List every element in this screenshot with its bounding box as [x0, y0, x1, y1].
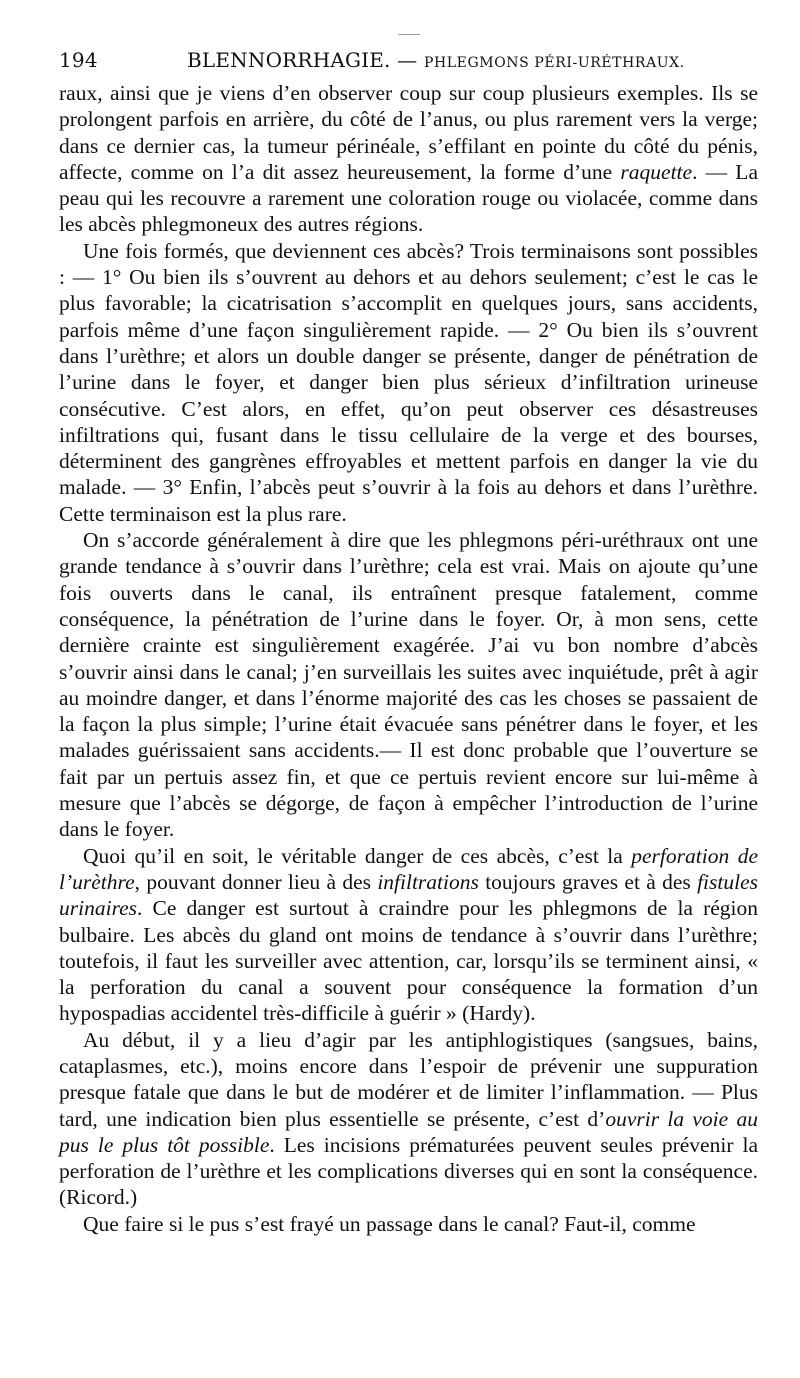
text-run: . — La peau qui les recouvre a rarement une coloration rouge ou violacée, comme dans les abcès phlegmoneux des autres régions. — [59, 159, 758, 237]
paragraph — [59, 238, 758, 527]
text-run: . Ce danger est surtout à craindre pour les phlegmons de la région bulbaire. Les abcès du gland ont moins de tendance à s’ouvrir dans l’urèthre; toutefois, il faut les surveiller avec attention, car, lorsqu’ils se terminent ainsi, « la perforation du canal a souvent pour conséquence la formation d’un hypospadias accidentel très-difficile à guérir » (Hardy). — [59, 896, 758, 1026]
text-run: On s’accorde généralement à dire que les phlegmons péri-uréthraux ont une grande tendance à s’ouvrir dans l’urèthre; cela est vrai. Mais on ajoute qu’une fois ouverts dans le canal, ils entraînent presque fatalement, comme conséquence, la pénétration de l’urine dans le foyer. Or, à mon sens, cette dernière crainte est singulièrement exagérée. J’ai vu bon nombre d’abcès s’ouvrir ainsi dans le canal; j’en surveillais les suites avec inquiétude, prêt à agir au moindre danger, et dans l’énorme majorité des cas les choses se passaient de la façon la plus simple; l’urine était évacuée sans pénétrer dans le foyer, et les malades guérissaient sans accidents.— Il est donc probable que l’ouverture se fait par un pertuis assez fin, et que ce pertuis revient encore sur lui-même à mesure que l’abcès se dégorge, de façon à empêcher l’introduction de l’urine dans le foyer. — [59, 528, 758, 842]
italic-text: infiltrations — [377, 869, 479, 894]
italic-text: raquette — [620, 159, 693, 184]
text-run: Une fois formés, que deviennent ces abcès? Trois terminaisons sont possibles : — 1° Ou bien ils s’ouvrent au dehors et au dehors seulement; c’est le cas le plus favorable; la cicatrisation s’accomplit en quelques jours, sans accidents, parfois même d’une façon singulièrement rapide. — 2° Ou bien ils s’ouvrent dans l’urèthre; et alors un double danger se présente, danger de pénétration de l’urine dans le foyer, et danger bien plus sérieux d’infiltration urineuse consécutive. C’est alors, en effet, qu’on peut observer ces désastreuses infiltrations qui, fusant dans le tissu cellulaire de la verge et des bourses, déterminent des gangrènes effroyables et mettent parfois en danger la vie du malade. — 3° Enfin, l’abcès peut s’ouvrir à la fois au dehors et dans l’urèthre. Cette terminaison est la plus rare. — [59, 238, 758, 526]
text-run: , pouvant donner lieu à des — [134, 869, 378, 894]
text-run: raux, ainsi que je viens d’en observer coup sur coup plusieurs exemples. Ils se prolongent parfois en arrière, du côté de l’anus, ou plus rarement vers la verge; dans ce dernier cas, la tumeur périnéale, s’effilant en pointe du côté du pénis, affecte, comme on l’a dit assez heureusement, la forme d’une — [59, 81, 758, 184]
running-title-sub: PHLEGMONS PÉRI-URÉTHRAUX. — [423, 55, 685, 71]
text-run: Au début, il y a lieu d’agir par les antiphlogistiques (sangsues, bains, cataplasmes, etc.), moins encore dans l’espoir de prévenir une suppuration presque fatale que dans le but de modérer et de limiter l’inflammation. — Plus tard, une indication bien plus essentielle se présente, c’est d’ — [59, 1027, 758, 1131]
text-run: . Les incisions prématurées peuvent seules prévenir la perforation de l’urèthre et les complications diverses qui en sont la conséquence. (Ricord.) — [59, 1132, 758, 1210]
paragraph — [59, 1027, 758, 1211]
italic-text: ouvrir la voie au pus le plus tôt possible — [59, 1106, 758, 1157]
running-title-main: BLENNORRHAGIE. — [187, 48, 391, 72]
italic-text: fistules urinaires — [59, 869, 758, 921]
paragraph — [59, 80, 758, 238]
text-run: Que faire si le pus s’est frayé un passage dans le canal? Faut-il, comme — [83, 1211, 696, 1236]
paragraph — [59, 527, 758, 843]
paragraph — [59, 843, 758, 1027]
header-faint-rule — [398, 34, 420, 35]
body-text — [59, 80, 758, 1237]
running-header — [59, 40, 758, 80]
running-title — [187, 48, 685, 72]
text-run: toujours graves et à des — [478, 869, 698, 894]
running-title-separator: — — [390, 48, 424, 72]
italic-text: perforation de l’urèthre — [59, 843, 758, 894]
text-run: Quoi qu’il en soit, le véritable danger de ces abcès, c’est la — [83, 843, 632, 868]
paragraph — [59, 1211, 758, 1237]
page-number: 194 — [59, 48, 98, 72]
